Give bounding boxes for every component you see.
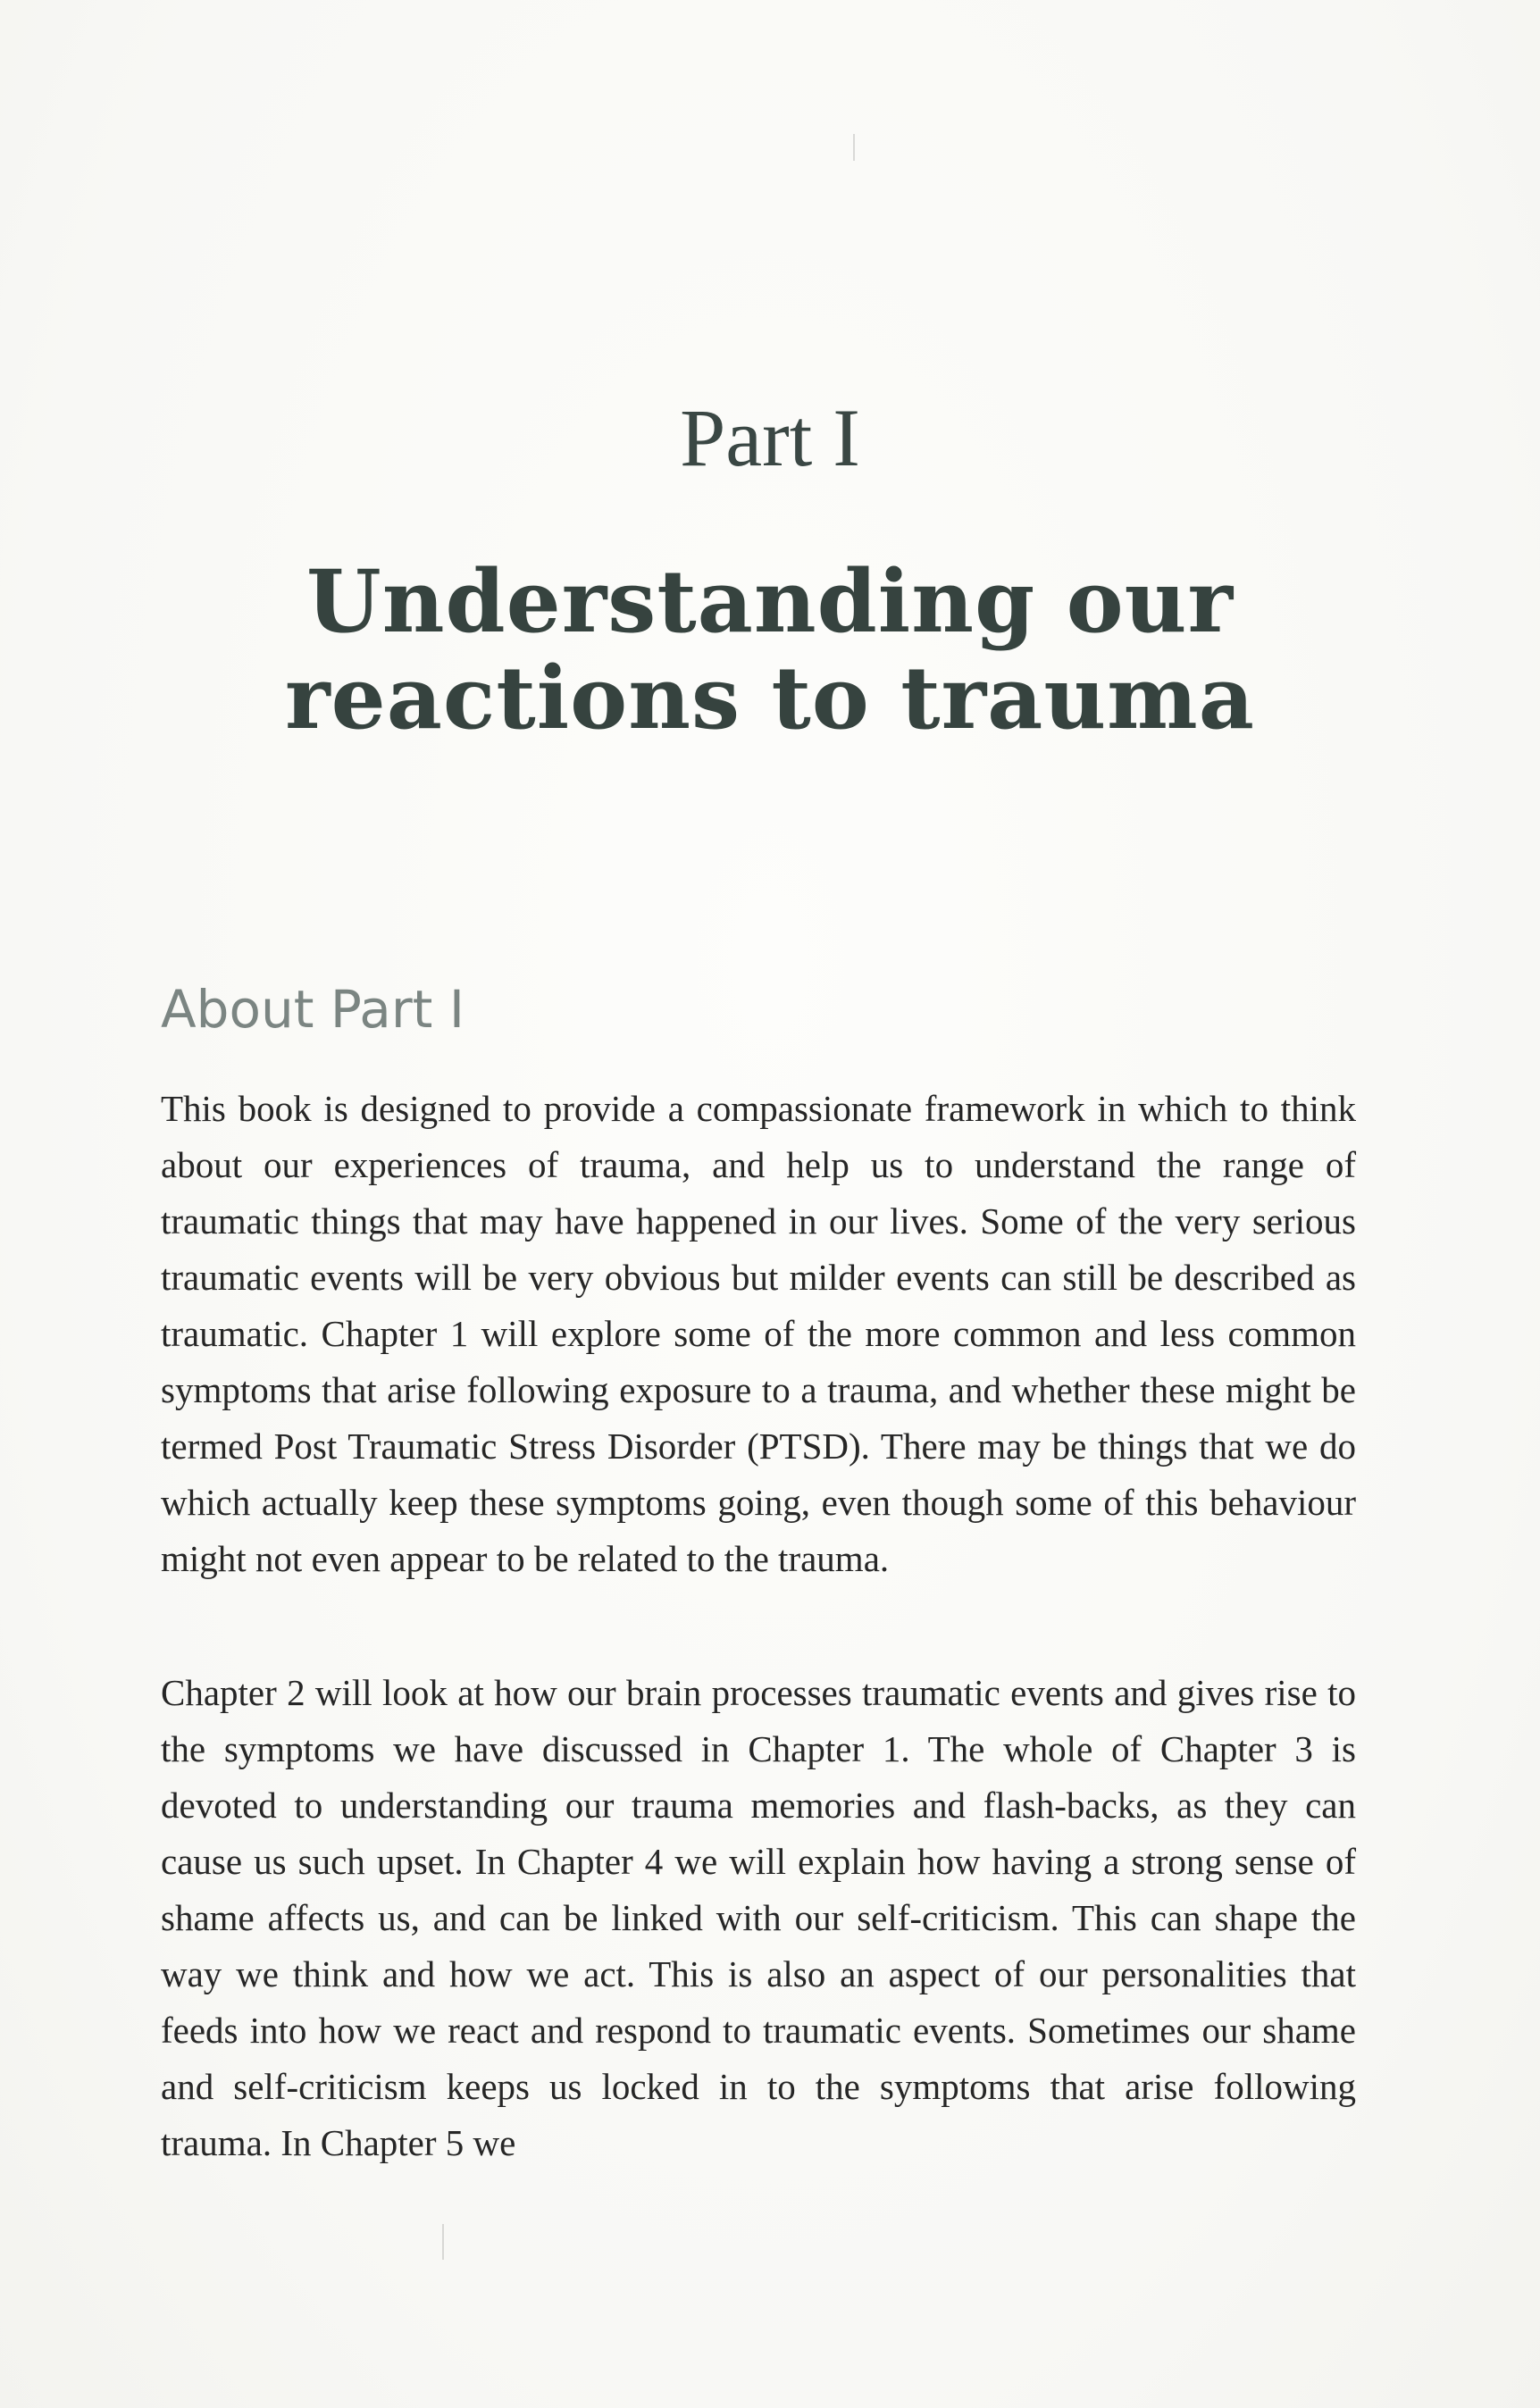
- section-heading: About Part I: [161, 979, 465, 1040]
- part-title: [0, 551, 1540, 748]
- part-title-line-2: reactions to trauma: [285, 648, 1255, 748]
- body-paragraph: This book is designed to provide a compassionate framework in which to think about our experiences of trauma, and help us to understand the range of traumatic things that may have happened in our lives. Some of the very serious traumatic events will be very obvious but milder events can still be described as traumatic. Chapter 1 will explore some of the more common and less common symptoms that arise following exposure to a trauma, and whether these might be termed Post Traumatic Stress Disorder (PTSD). There may be things that we do which actually keep these symptoms going, even though some of this behaviour might not even appear to be related to the trauma.: [161, 1088, 1356, 1579]
- scan-artifact: [442, 2224, 444, 2260]
- scan-artifact: [853, 134, 855, 161]
- body-paragraph: Chapter 2 will look at how our brain processes traumatic events and gives rise to the symptoms we have discussed in Chapter 1. The whole of Chapter 3 is devoted to understanding our trauma memories and flash-backs, as they can cause us such upset. In Chapter 4 we will explain how having a strong sense of shame affects us, and can be linked with our self-criticism. This can shape the way we think and how we act. This is also an aspect of our personalities that feeds into how we react and respond to traumatic events. Sometimes our shame and self-criticism keeps us locked in to the symptoms that arise following trauma. In Chapter 5 we: [161, 1672, 1356, 2163]
- part-label: Part I: [680, 392, 860, 483]
- part-title-line-1: Understanding our: [305, 551, 1235, 652]
